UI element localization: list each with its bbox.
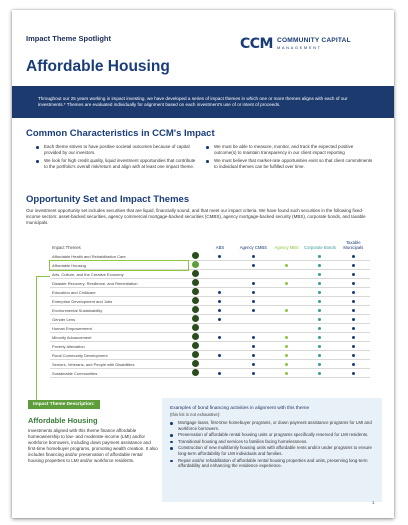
alignment-dot <box>352 327 355 330</box>
description-title: Affordable Housing <box>28 416 98 425</box>
list-item: Mortgage loans, first-time homebuyer programs, or down payment assistance programs for LMI and workforce borrowers. <box>170 420 378 431</box>
theme-name: Gender Lens <box>50 315 188 324</box>
alignment-dot <box>252 336 255 339</box>
alignment-dot <box>318 372 321 375</box>
alignment-dot <box>285 282 288 285</box>
theme-name: Disaster Recovery, Resilience, and Remediation <box>50 279 188 288</box>
theme-icon <box>192 252 199 259</box>
table-header-column: ABS <box>215 245 225 250</box>
spotlight-label: Impact Theme Spotlight <box>26 34 112 43</box>
alignment-dot <box>285 354 288 357</box>
alignment-dot <box>318 327 321 330</box>
table-row <box>50 333 370 342</box>
alignment-dot <box>218 309 221 312</box>
theme-icon <box>192 369 199 376</box>
table-row <box>50 297 370 306</box>
alignment-dot <box>352 309 355 312</box>
theme-icon <box>192 297 199 304</box>
alignment-dot <box>352 363 355 366</box>
list-item: Preservation of affordable rental housing units or programs specifically reserved for LMI residents. <box>170 432 378 438</box>
alignment-dot <box>218 372 221 375</box>
theme-icon <box>192 270 199 277</box>
theme-icon <box>192 324 199 331</box>
alignment-dot <box>318 318 321 321</box>
characteristics-heading: Common Characteristics in CCM's Impact <box>26 128 215 139</box>
list-item: Construction of new multifamily housing units with affordable rents and/or under programs to ensure long-term affordability for LMI individuals and families. <box>170 445 378 456</box>
ccm-logo <box>240 36 351 52</box>
table-row <box>50 261 370 270</box>
logo-line-1: COMMUNITY CAPITAL <box>276 37 351 45</box>
alignment-dot <box>252 282 255 285</box>
alignment-dot <box>318 300 321 303</box>
table-header-column: Taxable Municipals <box>343 240 364 250</box>
alignment-dot <box>252 264 255 267</box>
alignment-dot <box>218 300 221 303</box>
table-header-column: Corporate Bonds <box>304 245 336 250</box>
examples-heading <box>170 406 375 418</box>
alignment-dot <box>252 291 255 294</box>
theme-name: Affordable Housing <box>50 261 188 270</box>
alignment-dot <box>318 363 321 366</box>
alignment-dot <box>318 264 321 267</box>
table-row <box>50 315 370 324</box>
alignment-dot <box>252 300 255 303</box>
list-item: We look for high credit quality, liquid investment opportunities that contribute to the portfolio's overall risk/return and align with at least one impact theme. <box>36 158 196 170</box>
theme-name: Enterprise Development and Jobs <box>50 297 188 306</box>
theme-name: Human Empowerment <box>50 324 188 333</box>
theme-name: Education and Childcare <box>50 288 188 297</box>
theme-icon <box>192 360 199 367</box>
theme-name: Seniors, Veterans, and People with Disabilities <box>50 360 188 369</box>
alignment-dot <box>318 336 321 339</box>
theme-icon <box>192 351 199 358</box>
alignment-dot <box>285 264 288 267</box>
alignment-dot <box>318 273 321 276</box>
table-row <box>50 279 370 288</box>
table-row <box>50 306 370 315</box>
alignment-dot <box>252 372 255 375</box>
alignment-dot <box>352 354 355 357</box>
alignment-dot <box>218 336 221 339</box>
theme-name: Affordable Health and Rehabilitation Care <box>50 252 188 261</box>
alignment-dot <box>318 291 321 294</box>
table-header-column: Agency CMBS <box>239 245 267 250</box>
table-header-column: Agency MBS <box>274 245 299 250</box>
alignment-dot <box>218 291 221 294</box>
examples-list <box>170 420 378 470</box>
alignment-dot <box>252 309 255 312</box>
alignment-dot <box>252 354 255 357</box>
list-item: We must believe that market-rate opportunities exist so that client commitments to individual themes can be fulfilled over time. <box>206 158 374 170</box>
table-row <box>50 252 370 261</box>
alignment-dot <box>352 291 355 294</box>
opportunity-text: Our investment opportunity set includes securities that are liquid, financially sound, and that meet our impact criteria. We have found such securities in the following fixed-income sectors: asset-backed securities, agency commercial mortgage-backed securities (CMBS), agency mortgage-backed security (MBS), corporate bonds, and taxable municipals. <box>26 208 366 225</box>
intro-banner: Throughout our 25 years working in impact investing, we have developed a series of impact themes in which one or more themes aligns with each of our investments.* Themes are evaluated individually for alignment based on each investment's use of or intent of proceeds. <box>12 86 394 118</box>
connector-line <box>36 276 50 277</box>
theme-name: Arts, Culture, and the Creative Economy <box>50 270 188 279</box>
table-header-themes: Impact Themes <box>52 245 81 250</box>
theme-icon <box>192 279 199 286</box>
list-item: Transitional housing and services to families facing homelessness. <box>170 439 378 445</box>
impact-themes-table <box>50 238 370 378</box>
table-row <box>50 351 370 360</box>
theme-icon <box>192 288 199 295</box>
alignment-dot <box>352 336 355 339</box>
alignment-dot <box>352 318 355 321</box>
alignment-dot <box>285 336 288 339</box>
theme-name: Minority Advancement <box>50 333 188 342</box>
theme-icon <box>192 306 199 313</box>
page-number: 1 <box>372 500 375 505</box>
alignment-dot <box>352 273 355 276</box>
description-tag: Impact Theme Description: <box>28 400 100 409</box>
examples-heading-text: Examples of bond financing activities in alignment with this theme <box>170 406 310 411</box>
theme-icon <box>192 315 199 322</box>
page-title: Affordable Housing <box>26 58 170 75</box>
theme-name: Environmental Sustainability <box>50 306 188 315</box>
characteristics-right-list <box>206 144 374 172</box>
list-item: Each theme strives to have positive societal outcomes because of capital provided by our investors. <box>36 144 196 156</box>
connector-line <box>36 276 37 404</box>
list-item: We must be able to measure, monitor, and track the expected positive outcome(s) to maintain transparency in our client impact reporting <box>206 144 374 156</box>
theme-name: Rural Community Development <box>50 351 188 360</box>
description-text: Investments aligned with this theme finance affordable homeownership to low- and moderate-income (LMI) and/or workforce borrowers, including down payment assistance and first-time homebuyer programs, promoting wealth creation. It also includes financing and/or preservation of affordable rental housing properties to LMI and/or workforce residents. <box>28 428 158 463</box>
alignment-dot <box>352 255 355 258</box>
logo-line-2: MANAGEMENT <box>276 44 322 50</box>
theme-icon <box>192 333 199 340</box>
theme-icon <box>192 261 199 268</box>
theme-name: Sustainable Communities <box>50 369 188 378</box>
theme-icon <box>192 342 199 349</box>
alignment-dot <box>252 255 255 258</box>
examples-subheading: (this list is not exhaustive): <box>170 412 221 417</box>
alignment-dot <box>318 345 321 348</box>
alignment-dot <box>285 309 288 312</box>
alignment-dot <box>285 363 288 366</box>
alignment-dot <box>218 354 221 357</box>
alignment-dot <box>252 345 255 348</box>
logo-mark: CCM <box>240 36 273 52</box>
alignment-dot <box>218 255 221 258</box>
alignment-dot <box>352 345 355 348</box>
characteristics-left-list <box>36 144 196 172</box>
alignment-dot <box>352 300 355 303</box>
alignment-dot <box>318 255 321 258</box>
table-row <box>50 324 370 333</box>
alignment-dot <box>318 354 321 357</box>
table-row <box>50 270 370 279</box>
alignment-dot <box>285 372 288 375</box>
table-row <box>50 342 370 351</box>
alignment-dot <box>285 345 288 348</box>
table-row <box>50 369 370 378</box>
alignment-dot <box>318 309 321 312</box>
table-row <box>50 288 370 297</box>
alignment-dot <box>352 264 355 267</box>
list-item: Repair and/or rehabilitation of affordable rental housing properties and units, preserving long-term affordability and enhancing the residence experience. <box>170 458 378 469</box>
alignment-dot <box>218 318 221 321</box>
opportunity-heading: Opportunity Set and Impact Themes <box>26 194 190 205</box>
table-row <box>50 360 370 369</box>
alignment-dot <box>252 363 255 366</box>
alignment-dot <box>318 282 321 285</box>
alignment-dot <box>352 282 355 285</box>
alignment-dot <box>352 372 355 375</box>
table-header-icon <box>188 238 204 252</box>
theme-name: Poverty Alleviation <box>50 342 188 351</box>
